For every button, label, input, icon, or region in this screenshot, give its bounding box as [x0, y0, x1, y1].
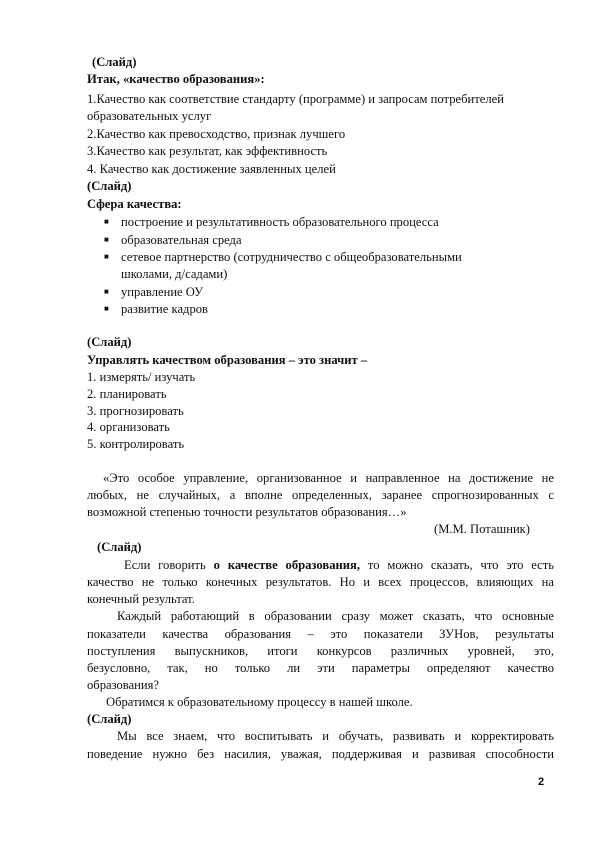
text-line: 3.Качество как результат, как эффективность: [87, 144, 328, 158]
paragraph-line: Обратимся к образовательному процессу в нашей школе.: [106, 695, 413, 709]
paragraph-line: качество не только конечных результатов. Но и всех процессов, влияющих на: [87, 575, 554, 589]
paragraph-line: конечный результат.: [87, 592, 195, 606]
paragraph-line: поступления выпускников, итоги конкурсов различных уровней, это,: [87, 644, 554, 658]
quote-author: (М.М. Поташник): [434, 522, 530, 536]
bullet-item: образовательная среда: [121, 233, 242, 247]
bullet-square-icon: ■: [104, 235, 109, 244]
slide-label: (Слайд): [87, 179, 132, 193]
bullet-item: развитие кадров: [121, 302, 208, 316]
slide-label: (Слайд): [87, 335, 132, 349]
paragraph-line: Мы все знаем, что воспитывать и обучать, развивать и корректировать: [117, 729, 554, 743]
bold-phrase: о качестве образования,: [213, 558, 360, 572]
paragraph-line: [124, 557, 554, 573]
page-number: 2: [538, 776, 545, 788]
section-heading: [87, 352, 367, 368]
list-item: 1. измерять/ изучать: [87, 370, 196, 384]
bullet-square-icon: ■: [104, 252, 109, 261]
text-line: 2.Качество как превосходство, признак лучшего: [87, 127, 346, 141]
bullet-item: управление ОУ: [121, 285, 204, 299]
quote-line: «Это особое управление, организованное и направленное на достижение не: [103, 471, 554, 485]
section-heading-tail: – это значит –: [285, 353, 368, 367]
section-heading: Сфера качества:: [87, 197, 182, 211]
paragraph-text: Если говорить: [124, 558, 214, 572]
slide-label: (Слайд): [87, 712, 132, 726]
list-item: 2. планировать: [87, 387, 167, 401]
bullet-item: построение и результативность образовательного процесса: [121, 215, 439, 229]
list-item: 3. прогнозировать: [87, 404, 184, 418]
bullet-square-icon: ■: [104, 304, 109, 313]
text-line: образовательных услуг: [87, 109, 212, 123]
paragraph-line: безусловно, так, но только ли эти параметры определяют качество: [87, 661, 554, 675]
bullet-item: сетевое партнерство (сотрудничество с общеобразовательными: [121, 250, 462, 264]
text-line: 4. Качество как достижение заявленных целей: [87, 162, 336, 176]
paragraph-line: Каждый работающий в образовании сразу может сказать, что основные: [117, 609, 554, 623]
paragraph-line: образования?: [87, 678, 160, 692]
text-line: 1.Качество как соответствие стандарту (программе) и запросам потребителей: [87, 92, 504, 106]
section-heading: Итак, «качество образования»:: [87, 72, 265, 86]
quote-line: любых, не случайных, а вполне определенных, заранее спрогнозированных с: [87, 488, 554, 502]
bullet-item-continuation: школами, д/садами): [121, 267, 228, 281]
paragraph-line: показатели качества образования – это показатели ЗУНов, результаты: [87, 627, 554, 641]
list-item: 4. организовать: [87, 420, 170, 434]
bullet-square-icon: ■: [104, 217, 109, 226]
section-heading-main: Управлять качеством образования: [87, 353, 286, 367]
bullet-square-icon: ■: [104, 287, 109, 296]
paragraph-line: поведение нужно без насилия, уважая, поддерживая и развивая способности: [87, 747, 554, 761]
slide-label: (Слайд): [92, 55, 137, 69]
quote-line: возможной степенью точности результатов образования…»: [87, 505, 407, 519]
paragraph-text: то можно сказать, что это есть: [359, 558, 554, 572]
list-item: 5. контролировать: [87, 437, 185, 451]
slide-label: (Слайд): [97, 540, 142, 554]
